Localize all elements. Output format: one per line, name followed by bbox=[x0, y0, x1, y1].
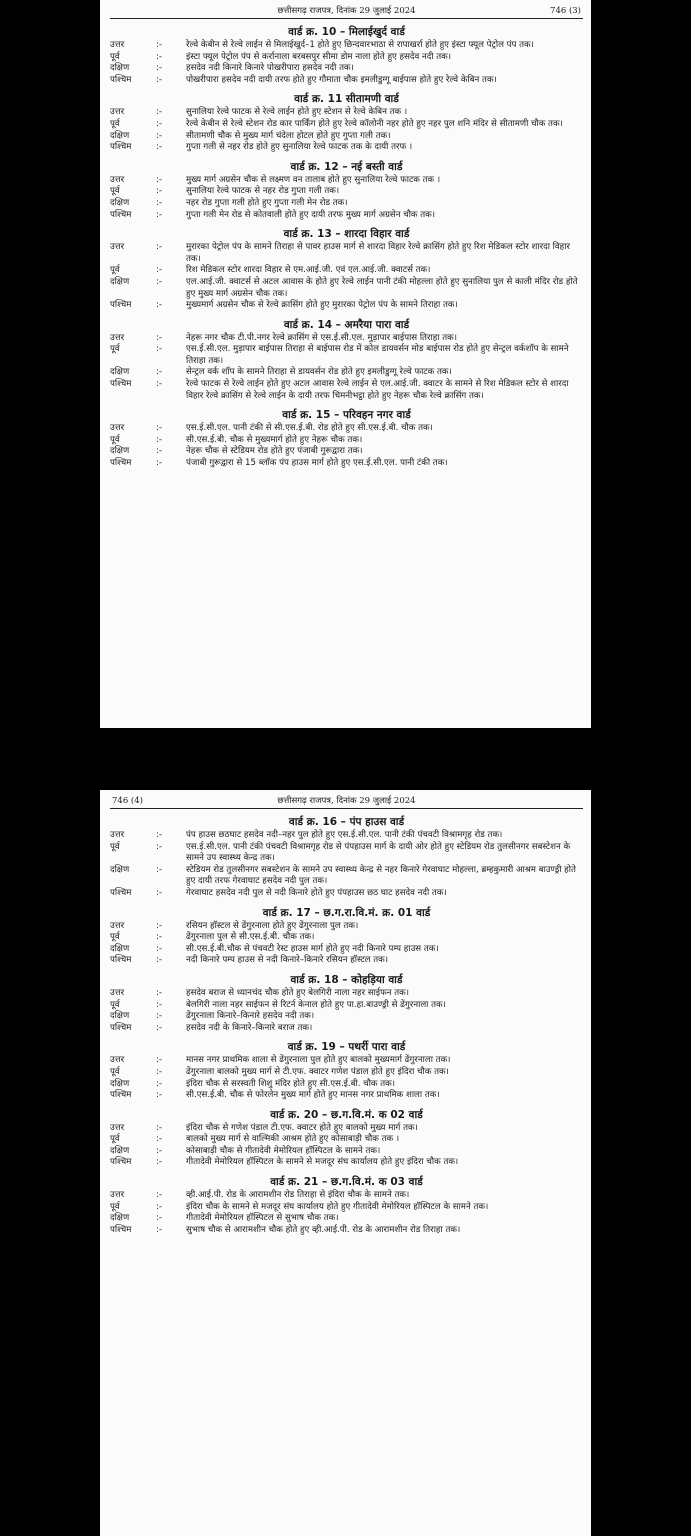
boundary-row bbox=[110, 1157, 583, 1169]
boundary-separator: :- bbox=[156, 300, 162, 311]
boundary-direction: पूर्व bbox=[110, 1066, 120, 1077]
boundary-separator: :- bbox=[156, 242, 162, 253]
ward-section bbox=[110, 227, 583, 312]
boundary-row bbox=[110, 40, 583, 52]
boundary-description: एल.आई.जी. क्वाटर्स से अटल आवास के होते हुए रेल्वे लाईन पानी टंकी मोहल्ला होते हुए सुनालिया पुल से काली मंदिर रोड होते हुए मुख्य मार्ग अग्रसेन चौक तक। bbox=[186, 276, 578, 299]
boundary-row bbox=[110, 1079, 583, 1091]
boundary-separator: :- bbox=[156, 209, 162, 220]
boundary-description: ढेंगुरनाला किनारे–किनारे हसदेव नदी तक। bbox=[186, 1011, 315, 1022]
boundary-description: मानस नगर प्राथमिक शाला से ढेंगुरनाला पुल होते हुए बालको मुख्यमार्ग ढेंगुरनाला तक। bbox=[186, 1055, 451, 1066]
boundary-direction: दक्षिण bbox=[110, 943, 130, 954]
boundary-separator: :- bbox=[156, 1055, 162, 1066]
boundary-direction: उत्तर bbox=[110, 423, 125, 434]
boundary-direction: उत्तर bbox=[110, 1055, 125, 1066]
boundary-description: रेल्वे केबीन से रेल्वे स्टेशन रोड कार पार्किंग होते हुए रेल्वे कॉलोनी नहर होते हुए नहर पुल शनि मंदिर से सीतामणी चौक तक। bbox=[186, 118, 563, 129]
boundary-separator: :- bbox=[156, 344, 162, 355]
boundary-direction: पूर्व bbox=[110, 841, 120, 852]
boundary-description: रसियन हॉस्टल से ढेंगुरनाला होते हुए ढेंगुरनाला पुल तक। bbox=[186, 920, 359, 931]
page-header bbox=[110, 792, 583, 809]
boundary-direction: पूर्व bbox=[110, 1201, 120, 1212]
boundary-description: सुभाष चौक से आरामशीन चौक होते हुए व्ही.आई.पी. रोड के आरामशीन रोड तिराहा तक। bbox=[186, 1224, 461, 1235]
boundary-description: सुनालिया रेल्वे फाटक से रेल्वे लाईन होते हुए स्टेशन से रेल्वे केबिन तक । bbox=[186, 107, 408, 118]
boundary-separator: :- bbox=[156, 1201, 162, 1212]
boundary-separator: :- bbox=[156, 1066, 162, 1077]
boundary-row bbox=[110, 175, 583, 187]
boundary-direction: पश्चिम bbox=[110, 887, 132, 898]
boundary-row bbox=[110, 300, 583, 312]
ward-section bbox=[110, 1175, 583, 1236]
boundary-separator: :- bbox=[156, 74, 162, 85]
boundary-direction: उत्तर bbox=[110, 107, 125, 118]
boundary-row bbox=[110, 423, 583, 435]
page-header bbox=[110, 2, 583, 19]
ward-section bbox=[110, 1040, 583, 1101]
boundary-row bbox=[110, 1023, 583, 1035]
boundary-row bbox=[110, 1190, 583, 1202]
boundary-description: सी.एस.ई.बी. चौक से फोरलेन मुख्य मार्ग होते हुए मानस नगर प्राथमिक शाला तक। bbox=[186, 1090, 440, 1101]
boundary-direction: दक्षिण bbox=[110, 367, 130, 378]
boundary-row bbox=[110, 921, 583, 933]
boundary-row bbox=[110, 131, 583, 143]
boundary-description: इंदिरा चौक से गणेश पंडाल टी.एफ. क्वाटर होते हुए बालको मुख्य मार्ग तक। bbox=[186, 1122, 418, 1133]
boundary-row bbox=[110, 865, 583, 888]
boundary-separator: :- bbox=[156, 999, 162, 1010]
boundary-separator: :- bbox=[156, 1213, 162, 1224]
boundary-direction: दक्षिण bbox=[110, 1011, 130, 1022]
boundary-row bbox=[110, 75, 583, 87]
ward-section bbox=[110, 92, 583, 153]
boundary-separator: :- bbox=[156, 1078, 162, 1089]
boundary-row bbox=[110, 458, 583, 470]
boundary-separator: :- bbox=[156, 197, 162, 208]
boundary-row bbox=[110, 198, 583, 210]
boundary-description: गुप्ता गली से नहर रोड होते हुए सुनालिया रेल्वे फाटक तक के दायी तरफ । bbox=[186, 142, 413, 153]
boundary-description: एस.ई.सी.एल. पानी टंकी से सी.एस.ई.बी. रोड होते हुए सी.एस.ई.बी. चौक तक। bbox=[186, 423, 433, 434]
boundary-row bbox=[110, 333, 583, 345]
boundary-row bbox=[110, 446, 583, 458]
boundary-row bbox=[110, 988, 583, 1000]
ward-title: वार्ड क्र. 19 – पथर्री पारा वार्ड bbox=[287, 1041, 406, 1054]
boundary-separator: :- bbox=[156, 1011, 162, 1022]
boundary-description: नेहरू चौक से स्टेडियम रोड होते हुए पंजाबी गुरूद्वारा तक। bbox=[186, 446, 363, 457]
boundary-separator: :- bbox=[156, 379, 162, 390]
boundary-separator: :- bbox=[156, 1022, 162, 1033]
boundary-row bbox=[110, 955, 583, 967]
boundary-row bbox=[110, 1000, 583, 1012]
boundary-direction: पूर्व bbox=[110, 344, 120, 355]
boundary-direction: दक्षिण bbox=[110, 1213, 130, 1224]
boundary-separator: :- bbox=[156, 265, 162, 276]
boundary-separator: :- bbox=[156, 841, 162, 852]
boundary-direction: पश्चिम bbox=[110, 1022, 132, 1033]
boundary-separator: :- bbox=[156, 887, 162, 898]
boundary-separator: :- bbox=[156, 107, 162, 118]
boundary-row bbox=[110, 1123, 583, 1135]
boundary-direction: पश्चिम bbox=[110, 1224, 132, 1235]
boundary-description: रिश मेडिकल स्टोर शारदा विहार से एम.आई.जी. एवं एल.आई.जी. क्वाटर्स तक। bbox=[186, 265, 431, 276]
boundary-description: बेलगिरी नाला नहर साईफन से रिटर्न केनाल होते हुए पा.हा.बाउण्ड्री से ढेंगुरनाला तक। bbox=[186, 999, 446, 1010]
boundary-description: इंदिरा चौक के सामने से मजदूर संघ कार्यालय होते हुए गीतादेवी मेमोरियल हॉस्पिटल के सामने तक। bbox=[186, 1201, 489, 1212]
boundary-separator: :- bbox=[156, 920, 162, 931]
ward-title: वार्ड क्र. 20 – छ.ग.वि.मं. क 02 वार्ड bbox=[270, 1108, 423, 1121]
boundary-separator: :- bbox=[156, 987, 162, 998]
boundary-direction: पश्चिम bbox=[110, 142, 132, 153]
ward-title: वार्ड क्र. 18 – कोहड़िया वार्ड bbox=[290, 973, 403, 986]
boundary-row bbox=[110, 1134, 583, 1146]
ward-section bbox=[110, 408, 583, 469]
boundary-description: ढेंगुरनाला बालको मुख्य मार्ग से टी.एफ. क्वाटर गणेश पंडाल होते हुए इंदिरा चौक तक। bbox=[186, 1066, 449, 1077]
boundary-direction: पूर्व bbox=[110, 1134, 120, 1145]
boundary-description: कोसाबाड़ी चौक से गीतादेवी मेमोरियल हॉस्पिटल के सामने तक। bbox=[186, 1145, 381, 1156]
boundary-separator: :- bbox=[156, 367, 162, 378]
ward-section bbox=[110, 1108, 583, 1169]
boundary-row bbox=[110, 1146, 583, 1158]
boundary-direction: दक्षिण bbox=[110, 1078, 130, 1089]
boundary-description: सुनालिया रेल्वे फाटक से नहर रोड गुप्ता गली तक। bbox=[186, 186, 340, 197]
boundary-description: सी.एस.ई.बी. चौक से मुख्यमार्ग होते हुए नेहरू चौक तक। bbox=[186, 434, 363, 445]
boundary-row bbox=[110, 63, 583, 75]
boundary-direction: उत्तर bbox=[110, 242, 125, 253]
gazette-page-746-3 bbox=[100, 0, 591, 728]
boundary-direction: दक्षिण bbox=[110, 197, 130, 208]
boundary-description: नहर रोड गुप्ता गली होते हुए गुप्ता गली मेन रोड तक। bbox=[186, 197, 348, 208]
boundary-description: इंस्टा फ्यूल पेट्रोल पंप से कर्रानाला बरबसपुर सीमा डोम नाला होते हुए हसदेव नदी तक। bbox=[186, 51, 451, 62]
boundary-row bbox=[110, 842, 583, 865]
boundary-separator: :- bbox=[156, 130, 162, 141]
boundary-row bbox=[110, 1225, 583, 1237]
boundary-separator: :- bbox=[156, 830, 162, 840]
boundary-row bbox=[110, 888, 583, 900]
boundary-description: पोखरीपारा हसदेव नदी दायी तरफ होते हुए गौमाता चौक इमलीडुग्गू बाईपास होते हुए रेल्वे केबिन तक। bbox=[186, 74, 497, 85]
ward-list bbox=[110, 815, 583, 1236]
boundary-direction: पूर्व bbox=[110, 434, 120, 445]
boundary-row bbox=[110, 944, 583, 956]
boundary-separator: :- bbox=[156, 1134, 162, 1145]
boundary-separator: :- bbox=[156, 276, 162, 287]
boundary-separator: :- bbox=[156, 142, 162, 153]
boundary-direction: पूर्व bbox=[110, 51, 120, 62]
boundary-row bbox=[110, 435, 583, 447]
boundary-row bbox=[110, 1067, 583, 1079]
boundary-direction: दक्षिण bbox=[110, 130, 130, 141]
gazette-date-header: छत्तीसगढ़ राजपत्र, दिनांक 29 जुलाई 2024 bbox=[277, 796, 416, 806]
boundary-direction: पश्चिम bbox=[110, 74, 132, 85]
boundary-description: रेल्वे फाटक से रेल्वे लाईन होते हुए अटल आवास रेल्वे लाईन से एल.आई.जी. क्वाटर के सामने से रिश मेडिकल स्टोर से शारदा विहार रेल्वे क्रासिंग से रेल्वे लाईन के दायी तरफ चिमनीभट्ठा होते हुए नेहरू चौक रेल्वे क्रासिंग तक। bbox=[186, 379, 569, 401]
boundary-description: एस.ई.सी.एल. पानी टंकी पंचवटी विश्रामगृह रोड से पंपहाउस मार्ग के दायी ओर होते हुए स्टेडियम रोड तुलसीनगर सबस्टेशन के सामने उप स्वास्थ्य केन्द्र तक। bbox=[186, 841, 571, 864]
boundary-separator: :- bbox=[156, 932, 162, 943]
ward-title: वार्ड क्र. 10 – मिलाईखुर्द वार्ड bbox=[288, 26, 405, 38]
boundary-row bbox=[110, 344, 583, 367]
boundary-description: हसदेव बराज से ध्यानचंद चौक होते हुए बेलगिरी नाला नहर साईफन तक। bbox=[186, 987, 409, 998]
boundary-row bbox=[110, 830, 583, 842]
boundary-direction: पूर्व bbox=[110, 265, 120, 276]
boundary-row bbox=[110, 142, 583, 154]
boundary-separator: :- bbox=[156, 864, 162, 875]
boundary-row bbox=[110, 277, 583, 300]
boundary-separator: :- bbox=[156, 51, 162, 62]
boundary-direction: पूर्व bbox=[110, 118, 120, 129]
boundary-description: सेन्ट्रल वर्क शॉप के सामने तिराहा से डायवर्सन रोड होते हुए इमलीडुग्गू रेल्वे फाटक तक। bbox=[186, 367, 452, 378]
boundary-direction: उत्तर bbox=[110, 830, 125, 840]
boundary-description: गीतादेवी मेमोरियल हॉस्पिटल से सुभाष चौक तक। bbox=[186, 1213, 339, 1224]
boundary-description: रेल्वे केबीन से रेल्वे लाईन से मिलाईखुर्द–1 होते हुए छिन्दवारभाठा से रापाखर्रा होते हुए इंस्टा फ्यूल पेट्रोल पंप तक। bbox=[186, 40, 534, 50]
boundary-separator: :- bbox=[156, 63, 162, 74]
gazette-page-746-4 bbox=[100, 790, 591, 1536]
boundary-separator: :- bbox=[156, 1157, 162, 1168]
boundary-description: बालको मुख्य मार्ग से वाल्मिकी आश्रम होते हुए कोसाबाड़ी चौक तक । bbox=[186, 1134, 400, 1145]
boundary-separator: :- bbox=[156, 1224, 162, 1235]
boundary-description: मुख्य मार्ग अग्रसेन चौक से लक्ष्मण वन तालाब होते हुए सुनालिया रेल्वे फाटक तक । bbox=[186, 174, 441, 185]
ward-title: वार्ड क्र. 13 – शारदा विहार वार्ड bbox=[283, 228, 410, 241]
boundary-row bbox=[110, 932, 583, 944]
ward-title: वार्ड क्र. 21 – छ.ग.वि.मं. क 03 वार्ड bbox=[270, 1176, 423, 1189]
ward-section bbox=[110, 906, 583, 967]
boundary-separator: :- bbox=[156, 1122, 162, 1133]
boundary-separator: :- bbox=[156, 434, 162, 445]
boundary-row bbox=[110, 379, 583, 402]
boundary-description: हसदेव नदी किनारे किनारे पोखरीपारा हसदेव नदी तक। bbox=[186, 63, 354, 74]
boundary-row bbox=[110, 52, 583, 64]
boundary-direction: दक्षिण bbox=[110, 276, 130, 287]
boundary-row bbox=[110, 265, 583, 277]
ward-section bbox=[110, 318, 583, 403]
ward-section bbox=[110, 25, 583, 86]
boundary-separator: :- bbox=[156, 40, 162, 50]
boundary-separator: :- bbox=[156, 458, 162, 469]
boundary-direction: दक्षिण bbox=[110, 864, 130, 875]
boundary-direction: पश्चिम bbox=[110, 1157, 132, 1168]
boundary-row bbox=[110, 1202, 583, 1214]
boundary-description: मुरारका पेट्रोल पंप के सामने तिराहा से पावर हाउस मार्ग से शारदा विहार रेल्वे क्रासिंग होते हुए रिश मेडिकल स्टोर शारदा विहार तक। bbox=[186, 242, 570, 264]
boundary-direction: पश्चिम bbox=[110, 300, 132, 311]
boundary-description: व्ही.आई.पी. रोड के आरामशीन रोड तिराहा से इंदिरा चौक के सामने तक। bbox=[186, 1190, 410, 1201]
boundary-row bbox=[110, 186, 583, 198]
boundary-direction: पश्चिम bbox=[110, 379, 132, 390]
ward-title: वार्ड क्र. 15 – परिवहन नगर वार्ड bbox=[282, 409, 411, 422]
ward-title: वार्ड क्र. 11 सीतामणी वार्ड bbox=[294, 93, 399, 106]
boundary-description: नदी किनारे पम्प हाउस से नदी किनारे–किनारे रसियन हॉस्टल तक। bbox=[186, 955, 388, 966]
ward-title: वार्ड क्र. 14 – अमरैया पारा वार्ड bbox=[283, 318, 410, 331]
boundary-direction: उत्तर bbox=[110, 332, 125, 343]
boundary-row bbox=[110, 210, 583, 222]
boundary-description: हसदेव नदी के किनारे–किनारे बराज तक। bbox=[186, 1022, 313, 1033]
ward-section bbox=[110, 815, 583, 900]
page-number-left: 746 (4) bbox=[112, 796, 143, 806]
boundary-description: गुप्ता गली मेन रोड से कोतवाली होते हुए दायी तरफ मुख्य मार्ग अग्रसेन चौक तक। bbox=[186, 209, 436, 220]
boundary-direction: उत्तर bbox=[110, 174, 125, 185]
boundary-row bbox=[110, 107, 583, 119]
boundary-row bbox=[110, 1090, 583, 1102]
boundary-direction: पश्चिम bbox=[110, 458, 132, 469]
boundary-row bbox=[110, 367, 583, 379]
boundary-direction: उत्तर bbox=[110, 920, 125, 931]
boundary-description: गीतादेवी मेमोरियल हॉस्पिटल के सामने से मजदूर संघ कार्यालय होते हुए इंदिरा चौक तक। bbox=[186, 1157, 459, 1168]
boundary-separator: :- bbox=[156, 955, 162, 966]
boundary-description: इंदिरा चौक से सरस्वती शिशु मंदिर होते हुए सी.एस.ई.बी. चौक तक। bbox=[186, 1078, 396, 1089]
boundary-description: सीतामणी चौक से मुख्य मार्ग चंदेला होटल होते हुए गुप्ता गली तक। bbox=[186, 130, 391, 141]
boundary-separator: :- bbox=[156, 1145, 162, 1156]
boundary-separator: :- bbox=[156, 943, 162, 954]
boundary-separator: :- bbox=[156, 186, 162, 197]
boundary-row bbox=[110, 1011, 583, 1023]
boundary-description: गेरवाघाट हसदेव नदी पुल से नदी किनारे होते हुए पंपहाउस छठ घाट हसदेव नदी तक। bbox=[186, 887, 447, 898]
boundary-direction: पश्चिम bbox=[110, 209, 132, 220]
ward-list bbox=[110, 25, 583, 470]
ward-section bbox=[110, 160, 583, 221]
boundary-row bbox=[110, 119, 583, 131]
boundary-description: ढेंगुरनाला पुल से सी.एस.ई.बी. चौक तक। bbox=[186, 932, 315, 943]
boundary-description: एस.ई.सी.एल. मुड़ापार बाईपास तिराहा से बाईपास रोड में कोल डायवर्सन मोड बाईपास रोड होते हुए सेन्ट्रल वर्कशॉप के सामने तिराहा तक। bbox=[186, 344, 569, 366]
boundary-direction: पूर्व bbox=[110, 186, 120, 197]
boundary-direction: उत्तर bbox=[110, 987, 125, 998]
boundary-separator: :- bbox=[156, 332, 162, 343]
ward-title: वार्ड क्र. 12 – नई बस्ती वार्ड bbox=[290, 160, 403, 173]
boundary-direction: उत्तर bbox=[110, 1122, 125, 1133]
boundary-row bbox=[110, 1213, 583, 1225]
boundary-description: स्टेडियम रोड तुलसीनगर सबस्टेशन के सामने उप स्वास्थ्य केन्द्र से नहर किनारे गेरवाघाट मोहल्ला, ब्रम्हकुमारी आश्रम बाउण्ड्री होते हुए दायी तरफ गेरवाघाट हसदेव नदी पुल तक। bbox=[186, 864, 576, 887]
boundary-direction: दक्षिण bbox=[110, 1145, 130, 1156]
ward-title: वार्ड क्र. 17 – छ.ग.रा.वि.मं. क्र. 01 वार्ड bbox=[262, 906, 431, 919]
boundary-direction: पश्चिम bbox=[110, 955, 132, 966]
boundary-separator: :- bbox=[156, 1090, 162, 1101]
ward-title: वार्ड क्र. 16 – पंप हाउस वार्ड bbox=[288, 816, 405, 828]
boundary-direction: दक्षिण bbox=[110, 63, 130, 74]
boundary-direction: उत्तर bbox=[110, 40, 125, 50]
boundary-row bbox=[110, 1055, 583, 1067]
boundary-separator: :- bbox=[156, 118, 162, 129]
boundary-description: पंजाबी गुरूद्वारा से 15 ब्लॉक पंप हाउस मार्ग होते हुए एस.ई.सी.एल. पानी टंकी तक। bbox=[186, 458, 448, 469]
gazette-date-header: छत्तीसगढ़ राजपत्र, दिनांक 29 जुलाई 2024 bbox=[277, 6, 416, 16]
boundary-separator: :- bbox=[156, 174, 162, 185]
boundary-direction: उत्तर bbox=[110, 1190, 125, 1201]
page-number-right: 746 (3) bbox=[550, 6, 581, 16]
boundary-description: पंप हाउस छठघाट हसदेव नदी–नहर पुल होते हुए एस.ई.सी.एल. पानी टंकी पंचवटी विश्रामगृह रोड तक। bbox=[186, 830, 503, 840]
boundary-description: मुख्यमार्ग अग्रसेन चौक से रेल्वे क्रासिंग होते हुए मुरारका पेट्रोल पंप के सामने तिराहा तक। bbox=[186, 300, 458, 311]
boundary-direction: पूर्व bbox=[110, 999, 120, 1010]
boundary-separator: :- bbox=[156, 423, 162, 434]
ward-section bbox=[110, 973, 583, 1034]
boundary-description: सी.एस.ई.बी.चौक से पंचवटी रेस्ट हाउस मार्ग होते हुए नदी किनारे पम्प हाउस तक। bbox=[186, 943, 439, 954]
boundary-direction: पूर्व bbox=[110, 932, 120, 943]
boundary-direction: दक्षिण bbox=[110, 446, 130, 457]
boundary-separator: :- bbox=[156, 446, 162, 457]
boundary-row bbox=[110, 242, 583, 265]
boundary-separator: :- bbox=[156, 1190, 162, 1201]
boundary-direction: पश्चिम bbox=[110, 1090, 132, 1101]
boundary-description: नेहरू नगर चौक टी.पी.नगर रेल्वे क्रासिंग से एस.ई.सी.एल. मुड़ापार बाईपास तिराहा तक। bbox=[186, 332, 457, 343]
